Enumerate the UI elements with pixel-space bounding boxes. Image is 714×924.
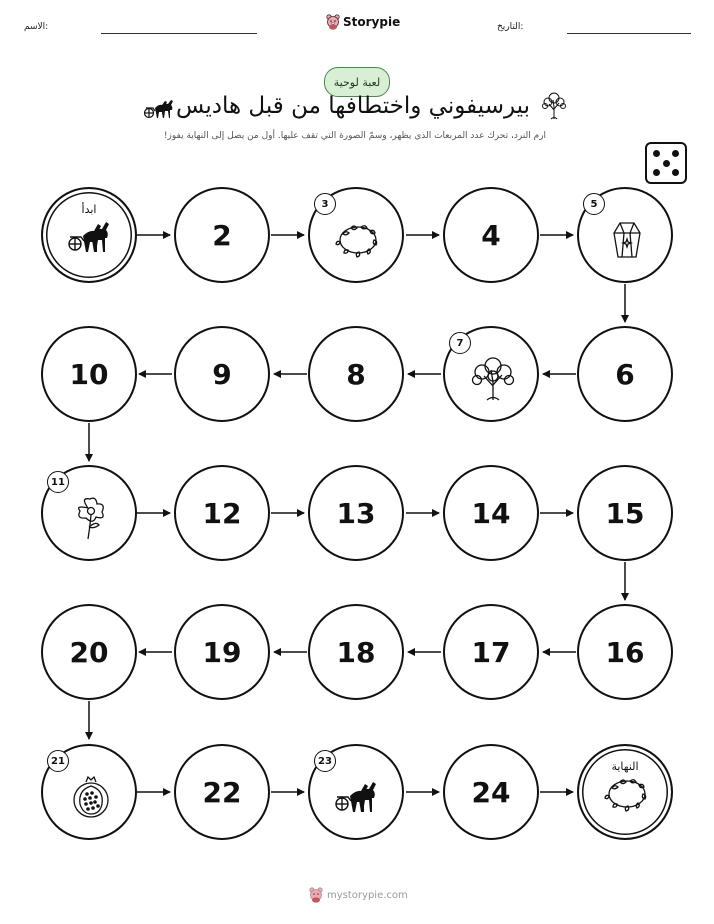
die-five-icon[interactable] [645,142,687,184]
poppy-flower-icon [66,495,116,541]
cell-18[interactable] [308,604,404,700]
name-label: الاسم: [24,22,49,32]
page-title: بيرسيفوني واختطافها من قبل هاديس [176,93,530,119]
cell-number: 13 [336,496,376,530]
cell-17[interactable] [443,604,539,700]
cell-number: 22 [202,775,242,809]
bear-logo-icon [308,887,324,903]
instructions-text: ارم النرد، تحرك عدد المربعات الذي يظهر، وسمّ الصورة التي تقف عليها. أول من يصل إلى النهاية يفوز! [163,131,547,141]
cell-number: 2 [212,218,232,252]
cell-number: 9 [212,357,232,391]
cell-number: 12 [202,496,242,530]
brand-name: Storypie [343,15,401,29]
cell-number-badge: 7 [449,332,471,354]
pomegranate-icon [66,774,116,820]
cell-number: 16 [605,635,645,669]
cell-15[interactable] [577,465,673,561]
cell-number: 14 [471,496,511,530]
date-line[interactable] [567,33,691,34]
cell-11[interactable] [41,465,137,561]
cell-start[interactable] [41,187,137,283]
cell-20[interactable] [41,604,137,700]
brand-logo [326,14,400,30]
cell-number: 24 [471,775,511,809]
cell-2[interactable] [174,187,270,283]
cell-10[interactable] [41,326,137,422]
cell-number-badge: 23 [314,750,336,772]
cell-number: 20 [69,635,109,669]
cell-9[interactable] [174,326,270,422]
cell-number: 18 [336,635,376,669]
cell-4[interactable] [443,187,539,283]
cell-16[interactable] [577,604,673,700]
tree-icon [540,92,568,120]
cell-7[interactable] [443,326,539,422]
cell-number-badge: 5 [583,193,605,215]
cell-14[interactable] [443,465,539,561]
name-line[interactable] [101,33,257,34]
laurel-wreath-icon [333,217,383,263]
cell-24[interactable] [443,744,539,840]
cell-number: 17 [471,635,511,669]
cell-6[interactable] [577,326,673,422]
cell-number: 10 [69,357,109,391]
cell-number: 6 [615,357,635,391]
cell-12[interactable] [174,465,270,561]
game-type-badge: لعبة لوحية [324,67,390,97]
cell-23[interactable] [308,744,404,840]
cell-finish[interactable] [577,744,673,840]
cell-19[interactable] [174,604,270,700]
cell-number-badge: 11 [47,471,69,493]
date-label: التاريخ: [497,22,524,32]
cell-number: 4 [481,218,501,252]
cell-number-badge: 3 [314,193,336,215]
tree-icon [468,356,518,402]
footer-url[interactable]: mystorypie.com [327,889,408,901]
cell-8[interactable] [308,326,404,422]
cell-21[interactable] [41,744,137,840]
chariot-icon [143,96,177,120]
cell-number: 15 [605,496,645,530]
cell-5[interactable] [577,187,673,283]
cell-22[interactable] [174,744,270,840]
bear-logo-icon [326,14,340,30]
cell-number-badge: 21 [47,750,69,772]
chariot-icon [66,214,116,260]
start-label: ابدأ [81,203,97,216]
footer [308,887,408,903]
laurel-wreath-icon [602,771,652,817]
cell-number: 8 [346,357,366,391]
cell-number: 19 [202,635,242,669]
chariot-icon [333,774,383,820]
crystal-icon [602,217,652,263]
finish-label: النهاية [611,760,639,773]
cell-13[interactable] [308,465,404,561]
cell-3[interactable] [308,187,404,283]
